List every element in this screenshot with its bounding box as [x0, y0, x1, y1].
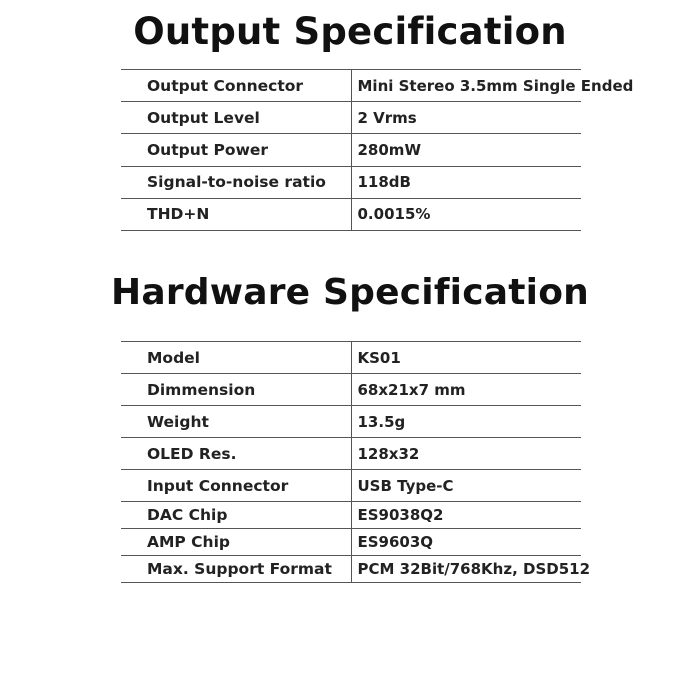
table-row	[121, 556, 581, 583]
spec-label: Input Connector	[121, 470, 351, 502]
table-row	[121, 438, 581, 470]
spec-value: 2 Vrms	[351, 102, 581, 134]
hardware-specification-table	[121, 341, 591, 583]
table-row	[121, 342, 581, 374]
table-row	[121, 166, 581, 198]
spec-value: 68x21x7 mm	[351, 374, 581, 406]
table-row	[121, 406, 581, 438]
table-row	[121, 374, 581, 406]
spec-value: ES9603Q	[351, 529, 581, 556]
spec-label: OLED Res.	[121, 438, 351, 470]
spec-label: Output Level	[121, 102, 351, 134]
spec-value: 13.5g	[351, 406, 581, 438]
spec-value: 118dB	[351, 166, 581, 198]
spec-value: Mini Stereo 3.5mm Single Ended	[351, 70, 581, 102]
table-row	[121, 502, 581, 529]
spec-value: USB Type-C	[351, 470, 581, 502]
table-row	[121, 70, 581, 102]
table-row	[121, 529, 581, 556]
spec-label: Dimmension	[121, 374, 351, 406]
spec-label: AMP Chip	[121, 529, 351, 556]
table-row	[121, 198, 581, 230]
spec-label: Signal-to-noise ratio	[121, 166, 351, 198]
spec-value: 0.0015%	[351, 198, 581, 230]
spec-label: Max. Support Format	[121, 556, 351, 583]
table-row	[121, 470, 581, 502]
output-specification-title: Output Specification	[133, 10, 567, 53]
spec-value: 128x32	[351, 438, 581, 470]
hardware-specification-title: Hardware Specification	[111, 272, 589, 313]
spec-value: 280mW	[351, 134, 581, 166]
output-specification-table	[121, 69, 634, 231]
spec-label: Output Power	[121, 134, 351, 166]
spec-value: KS01	[351, 342, 581, 374]
spec-label: THD+N	[121, 198, 351, 230]
table-row	[121, 102, 581, 134]
spec-label: DAC Chip	[121, 502, 351, 529]
spec-label: Weight	[121, 406, 351, 438]
table-row	[121, 134, 581, 166]
spec-label: Output Connector	[121, 70, 351, 102]
spec-value: PCM 32Bit/768Khz, DSD512	[351, 556, 581, 583]
spec-label: Model	[121, 342, 351, 374]
spec-value: ES9038Q2	[351, 502, 581, 529]
